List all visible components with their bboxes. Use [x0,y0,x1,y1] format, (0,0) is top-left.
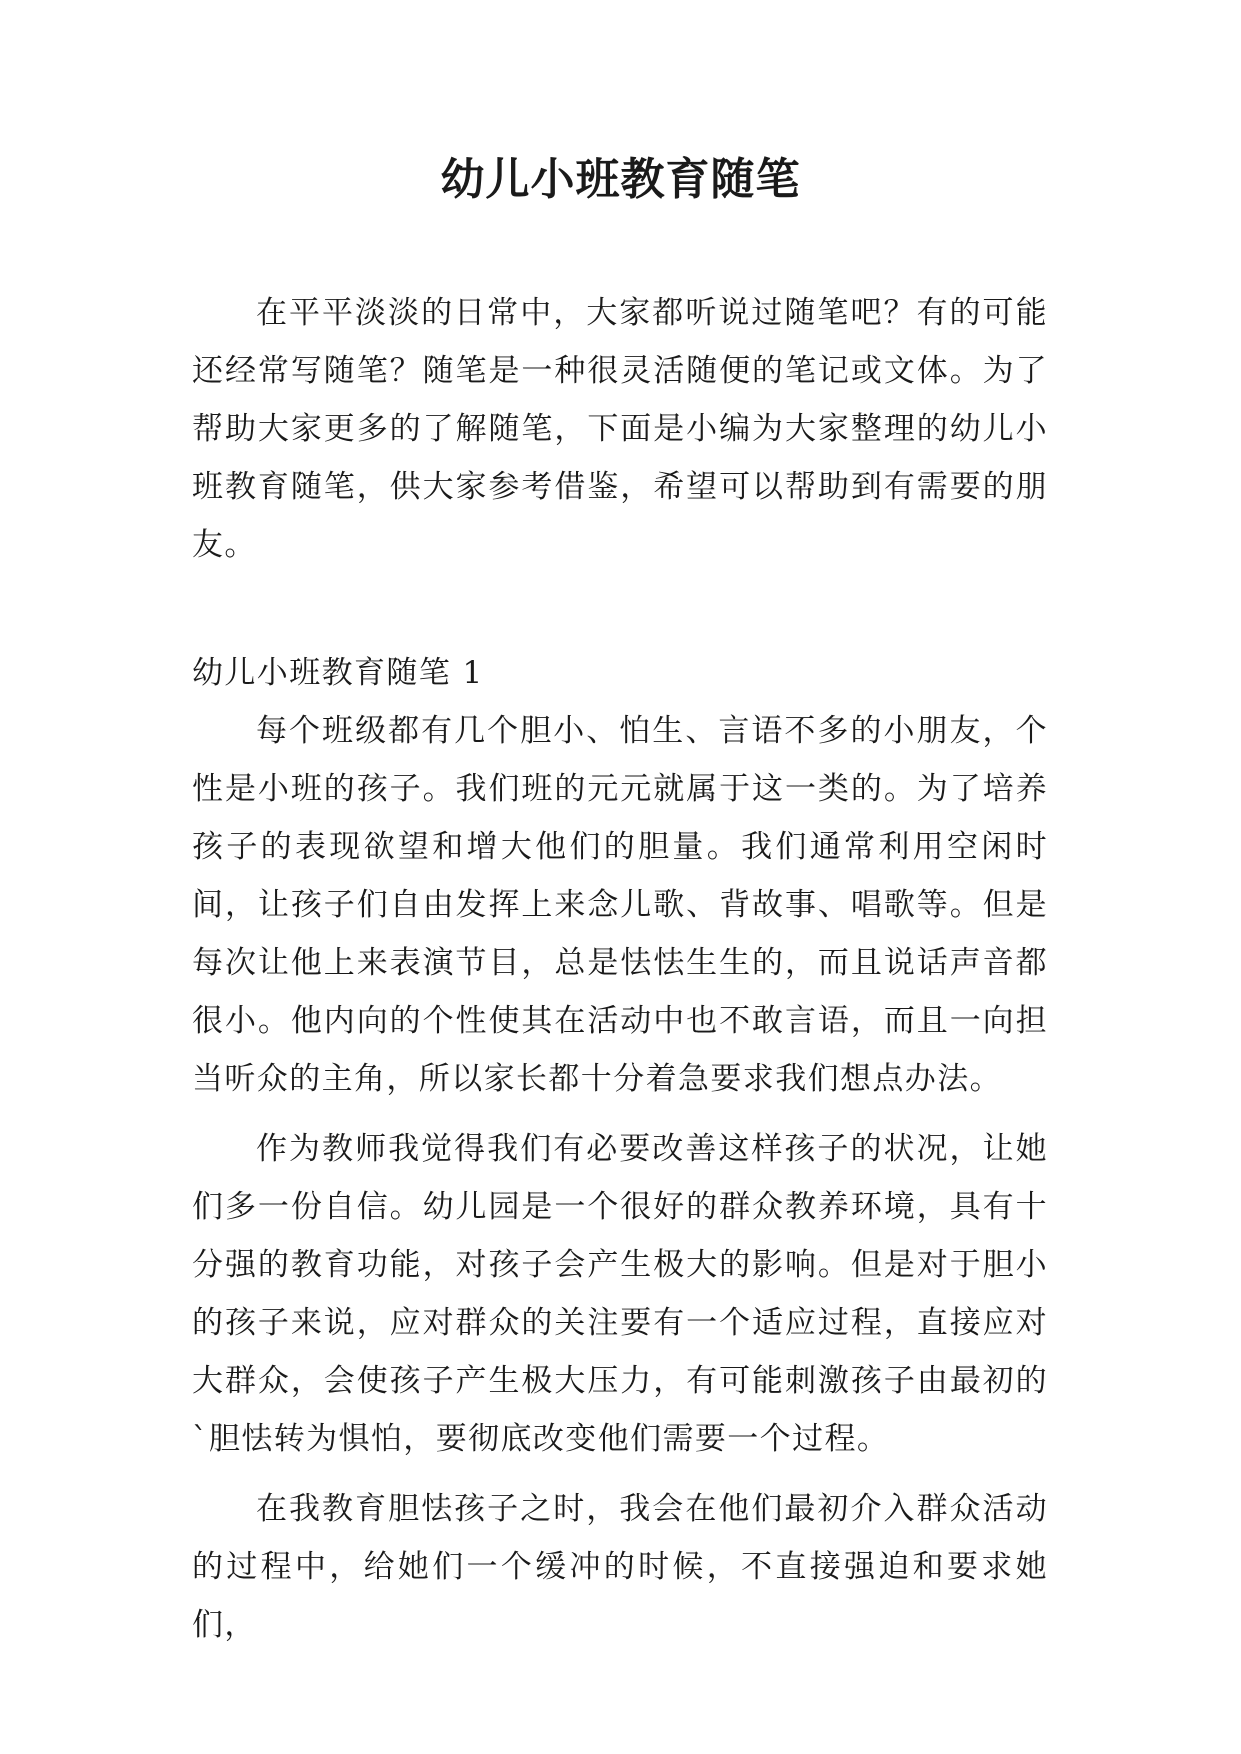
document-body [192,284,1048,1666]
body-paragraph: 每个班级都有几个胆小、怕生、言语不多的小朋友，个性是小班的孩子。我们班的元元就属于这一类的。为了培养孩子的表现欲望和增大他们的胆量。我们通常利用空闲时间，让孩子们自由发挥上来念儿歌、背故事、唱歌等。但是每次让他上来表演节目，总是怯怯生生的，而且说话声音都很小。他内向的个性使其在活动中也不敢言语，而且一向担当听众的主角，所以家长都十分着急要求我们想点办法。 [192,713,1048,1097]
page-title: 幼儿小班教育随笔 [440,154,801,205]
section-heading: 幼儿小班教育随笔 1 [192,655,484,691]
intro-paragraph: 在平平淡淡的日常中，大家都听说过随笔吧？有的可能还经常写随笔？随笔是一种很灵活随便的笔记或文体。为了帮助大家更多的了解随笔，下面是小编为大家整理的幼儿小班教育随笔，供大家参考借鉴，希望可以帮助到有需要的朋友。 [192,295,1048,563]
body-paragraph: 在我教育胆怯孩子之时，我会在他们最初介入群众活动的过程中，给她们一个缓冲的时候，不直接强迫和要求她们， [192,1491,1048,1643]
body-paragraph: 作为教师我觉得我们有必要改善这样孩子的状况，让她们多一份自信。幼儿园是一个很好的群众教养环境，具有十分强的教育功能，对孩子会产生极大的影响。但是对于胆小的孩子来说，应对群众的关注要有一个适应过程，直接应对大群众，会使孩子产生极大压力，有可能刺激孩子由最初的`胆怯转为惧怕，要彻底改变他们需要一个过程。 [192,1131,1048,1457]
